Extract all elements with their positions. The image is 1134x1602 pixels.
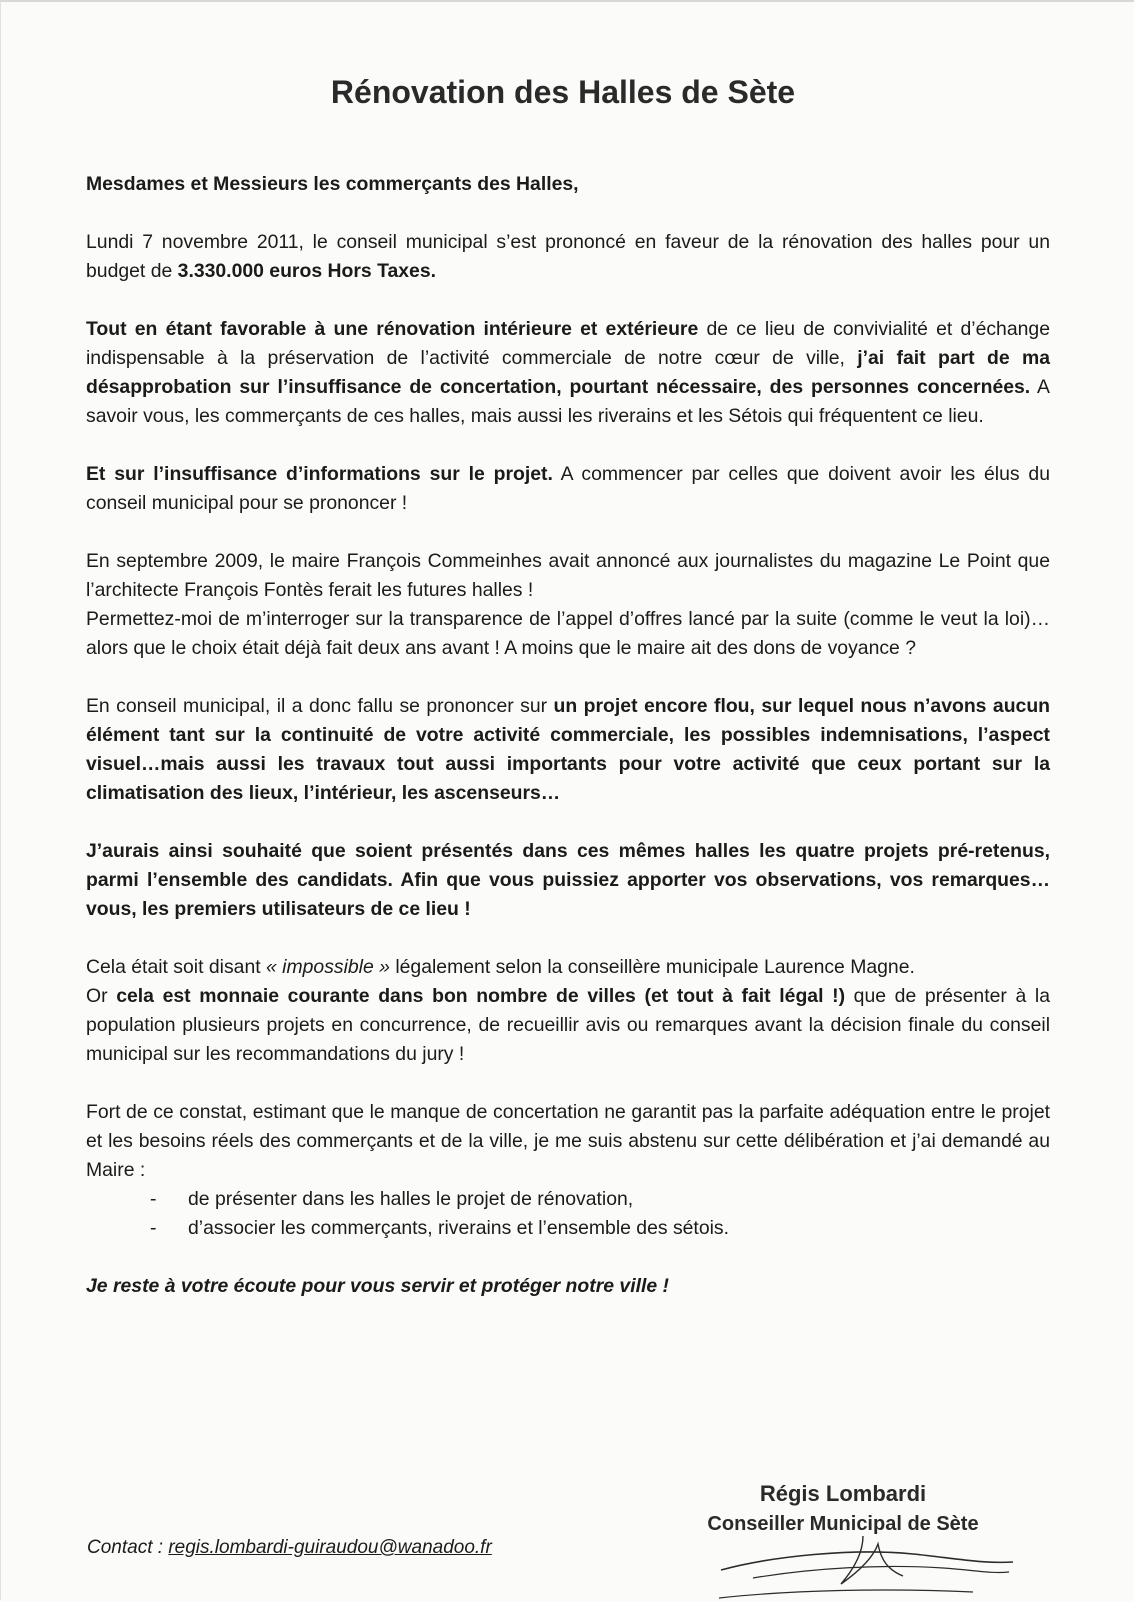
paragraph-information — [86, 460, 1050, 518]
greeting: Mesdames et Messieurs les commerçants des Halles, — [86, 173, 579, 195]
contact-email-link[interactable]: regis.lombardi-guiraudou@wanadoo.fr — [168, 1537, 492, 1558]
impossible-intro: Cela était soit disant — [86, 956, 266, 978]
handwritten-signature — [713, 1534, 1043, 1602]
paragraph-architect — [86, 547, 1050, 663]
list-item — [86, 1185, 1050, 1214]
paragraph-position — [86, 315, 1050, 431]
tender-question: Permettez-moi de m’interroger sur la transparence de l’appel d’offres lancé par la suite (comme le veut la loi)…alors que le choix était déjà fait deux ans avant ! A moins que le maire ait des dons de voyance ? — [86, 608, 1050, 659]
architect-announcement: En septembre 2009, le maire François Commeinhes avait annoncé aux journalistes du magazine Le Point que l’architecte François Fontès ferait les futures halles ! — [86, 550, 1050, 601]
impossible-line — [86, 953, 1050, 982]
unclear-project-text: un projet encore flou, sur lequel nous n’avons aucun élément tant sur la continuité de votre activité commerciale, les possibles indemnisations, l’aspect visuel…mais aussi les travaux tout aussi importants pour votre activité que ceux portant sur la climatisation des lieux, l’intérieur, les ascenseurs… — [86, 695, 1051, 804]
common-practice-line — [86, 982, 1050, 1069]
list-dash: - — [150, 1217, 157, 1239]
request-associate: d’associer les commerçants, riverains et l’ensemble des sétois. — [188, 1217, 729, 1239]
paragraph-abstention: Fort de ce constat, estimant que le manque de concertation ne garantit pas la parfaite adéquation entre le projet et les besoins réels des commerçants et de la ville, je me suis abstenu sur cette délibération et j’ai demandé au Maire : — [86, 1101, 1050, 1181]
paragraph-wish: J’aurais ainsi souhaité que soient présentés dans ces mêmes halles les quatre projets pré-retenus, parmi l’ensemble des candidats. Afin que vous puissiez apporter vos observations, vos remarques…vous, les premiers utilisateurs de ce lieu ! — [86, 840, 1050, 920]
impossible-text: légalement selon la conseillère municipale Laurence Magne. — [389, 956, 915, 978]
vote-text: Lundi 7 novembre 2011, le conseil municipal s’est prononcé en faveur de la rénovation des halles pour un budget de — [86, 231, 1050, 282]
signer-role: Conseiller Municipal de Sète — [707, 1513, 979, 1535]
page-title: Rénovation des Halles de Sète — [330, 74, 796, 110]
impossible-quote: « impossible » — [266, 956, 390, 978]
list-item — [86, 1214, 1050, 1243]
concerned-people-text: A savoir vous, les commerçants de ces halles, mais aussi les riverains et les Sétois qui fréquentent ce lieu. — [86, 376, 1050, 427]
request-present-project: de présenter dans les halles le projet de rénovation, — [188, 1188, 634, 1210]
unclear-intro: En conseil municipal, il a donc fallu se prononcer sur — [86, 695, 554, 717]
common-practice-intro: Or — [86, 985, 117, 1007]
paragraph-council-vote — [86, 228, 1050, 286]
information-lead: Et sur l’insuffisance d’informations sur le projet. — [86, 463, 553, 485]
position-text: de ce lieu de convivialité et d’échange indispensable à la préservation de l’activité commerciale de notre cœur de ville, — [86, 318, 1050, 369]
position-lead: Tout en étant favorable à une rénovation intérieure et extérieure — [86, 318, 699, 340]
contact-line — [87, 1537, 492, 1559]
budget-amount: 3.330.000 euros Hors Taxes. — [177, 260, 436, 282]
letter-body — [86, 170, 1050, 1330]
common-practice-text: que de présenter à la population plusieurs projets en concurrence, de recueillir avis ou remarques avant la décision finale du conseil municipal sur les recommandations du jury ! — [86, 985, 1051, 1065]
common-practice-bold: cela est monnaie courante dans bon nombre de villes (et tout à fait légal !) — [116, 985, 846, 1007]
signer-name: Régis Lombardi — [759, 1481, 927, 1506]
list-dash: - — [150, 1188, 157, 1210]
contact-label: Contact : — [87, 1537, 169, 1558]
paragraph-impossible — [86, 953, 1050, 1069]
signature-block — [673, 1479, 1013, 1539]
information-text: A commencer par celles que doivent avoir les élus du conseil municipal pour se prononcer ! — [86, 463, 1050, 514]
requests-list — [86, 1185, 1050, 1243]
disapproval-text: j’ai fait part de ma désapprobation sur l’insuffisance de concertation, pourtant nécessaire, des personnes concernées. — [86, 347, 1050, 398]
paragraph-unclear-project — [86, 692, 1050, 808]
closing-line: Je reste à votre écoute pour vous servir et protéger notre ville ! — [86, 1275, 669, 1297]
